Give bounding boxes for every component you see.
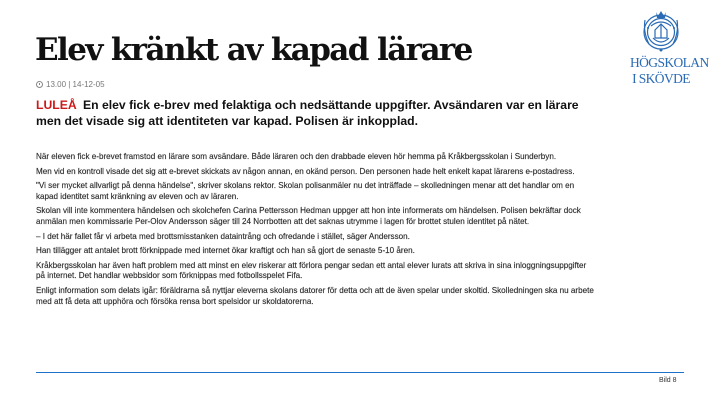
logo-line-2: I SKÖVDE — [632, 71, 690, 86]
body-paragraph: – I det här fallet får vi arbeta med brottsmisstanken dataintrång och ofredande i stället, säger Andersson. — [36, 231, 410, 241]
article-headline: Elev kränkt av kapad lärare — [35, 32, 472, 68]
article-meta — [36, 80, 105, 89]
body-paragraph: När eleven fick e-brevet framstod en lärare som avsändare. Både läraren och den drabbade eleven hör hemma på Kråkbergsskolan i Sunderbyn. — [36, 152, 557, 161]
body-paragraph: Skolan vill inte kommentera händelsen och skolchefen Carina Pettersson Hedman uppger att hon inte informerats om händelsen. Polisen bekräftar dock anmälan men kommissarie Per-Olov Andersson säger till 24 Norrbotten att det saknas utrymme i lagen för brottet stulen identitet på nätet. — [36, 206, 581, 226]
logo-line-1: HÖGSKOLAN — [630, 55, 709, 70]
body-paragraph: Enligt information som delats igår: föräldrarna så nyttjar eleverna skolans datorer för detta och att de även spelar under skoltid. Skolledningen ska nu arbete med att få deta att upphöra och försöka rensa bort spelsidor ur skoldatorerna. — [36, 285, 594, 306]
university-seal-icon — [639, 8, 683, 54]
body-paragraph: Men vid en kontroll visade det sig att e-brevet skickats av någon annan, en okänd person. Den personen hade helt enkelt kapat lärarens e-postadress. — [36, 166, 575, 176]
publish-time: 13.00 | 14-12-05 — [46, 80, 105, 89]
body-paragraph: "Vi ser mycket allvarligt på denna händelse", skriver skolans rektor. Skolan polisanmäler nu det inträffade – skolledningen menar att det handlar om en kapad identitet samt kränkning av eleven och av läraren. — [36, 181, 575, 201]
article-body — [36, 152, 596, 311]
body-paragraph: Kråkbergsskolan har även haft problem med att minst en elev riskerar att förlora pengar sedan ett antal elever lurats att skriva in sina inloggningsuppgifter på internet. Det handlar webbsidor som förknippas med fotbollsspelet Fifa. — [36, 260, 587, 281]
footer-divider — [36, 372, 684, 373]
lead-text: En elev fick e-brev med felaktiga och nedsättande uppgifter. Avsändaren var en lärare men det visade sig att identiteten var kapad. Polisen är inkopplad. — [36, 98, 579, 128]
university-logo — [630, 8, 709, 86]
dateline-place: LULEÅ — [36, 98, 77, 112]
slide-number: Bild 8 — [659, 377, 677, 384]
article-lead — [36, 97, 596, 129]
body-paragraph: Han tillägger att antalet brott förknippade med internet ökar kraftigt och han så gjort de senaste 5-10 åren. — [36, 246, 415, 256]
clock-icon — [36, 81, 43, 88]
